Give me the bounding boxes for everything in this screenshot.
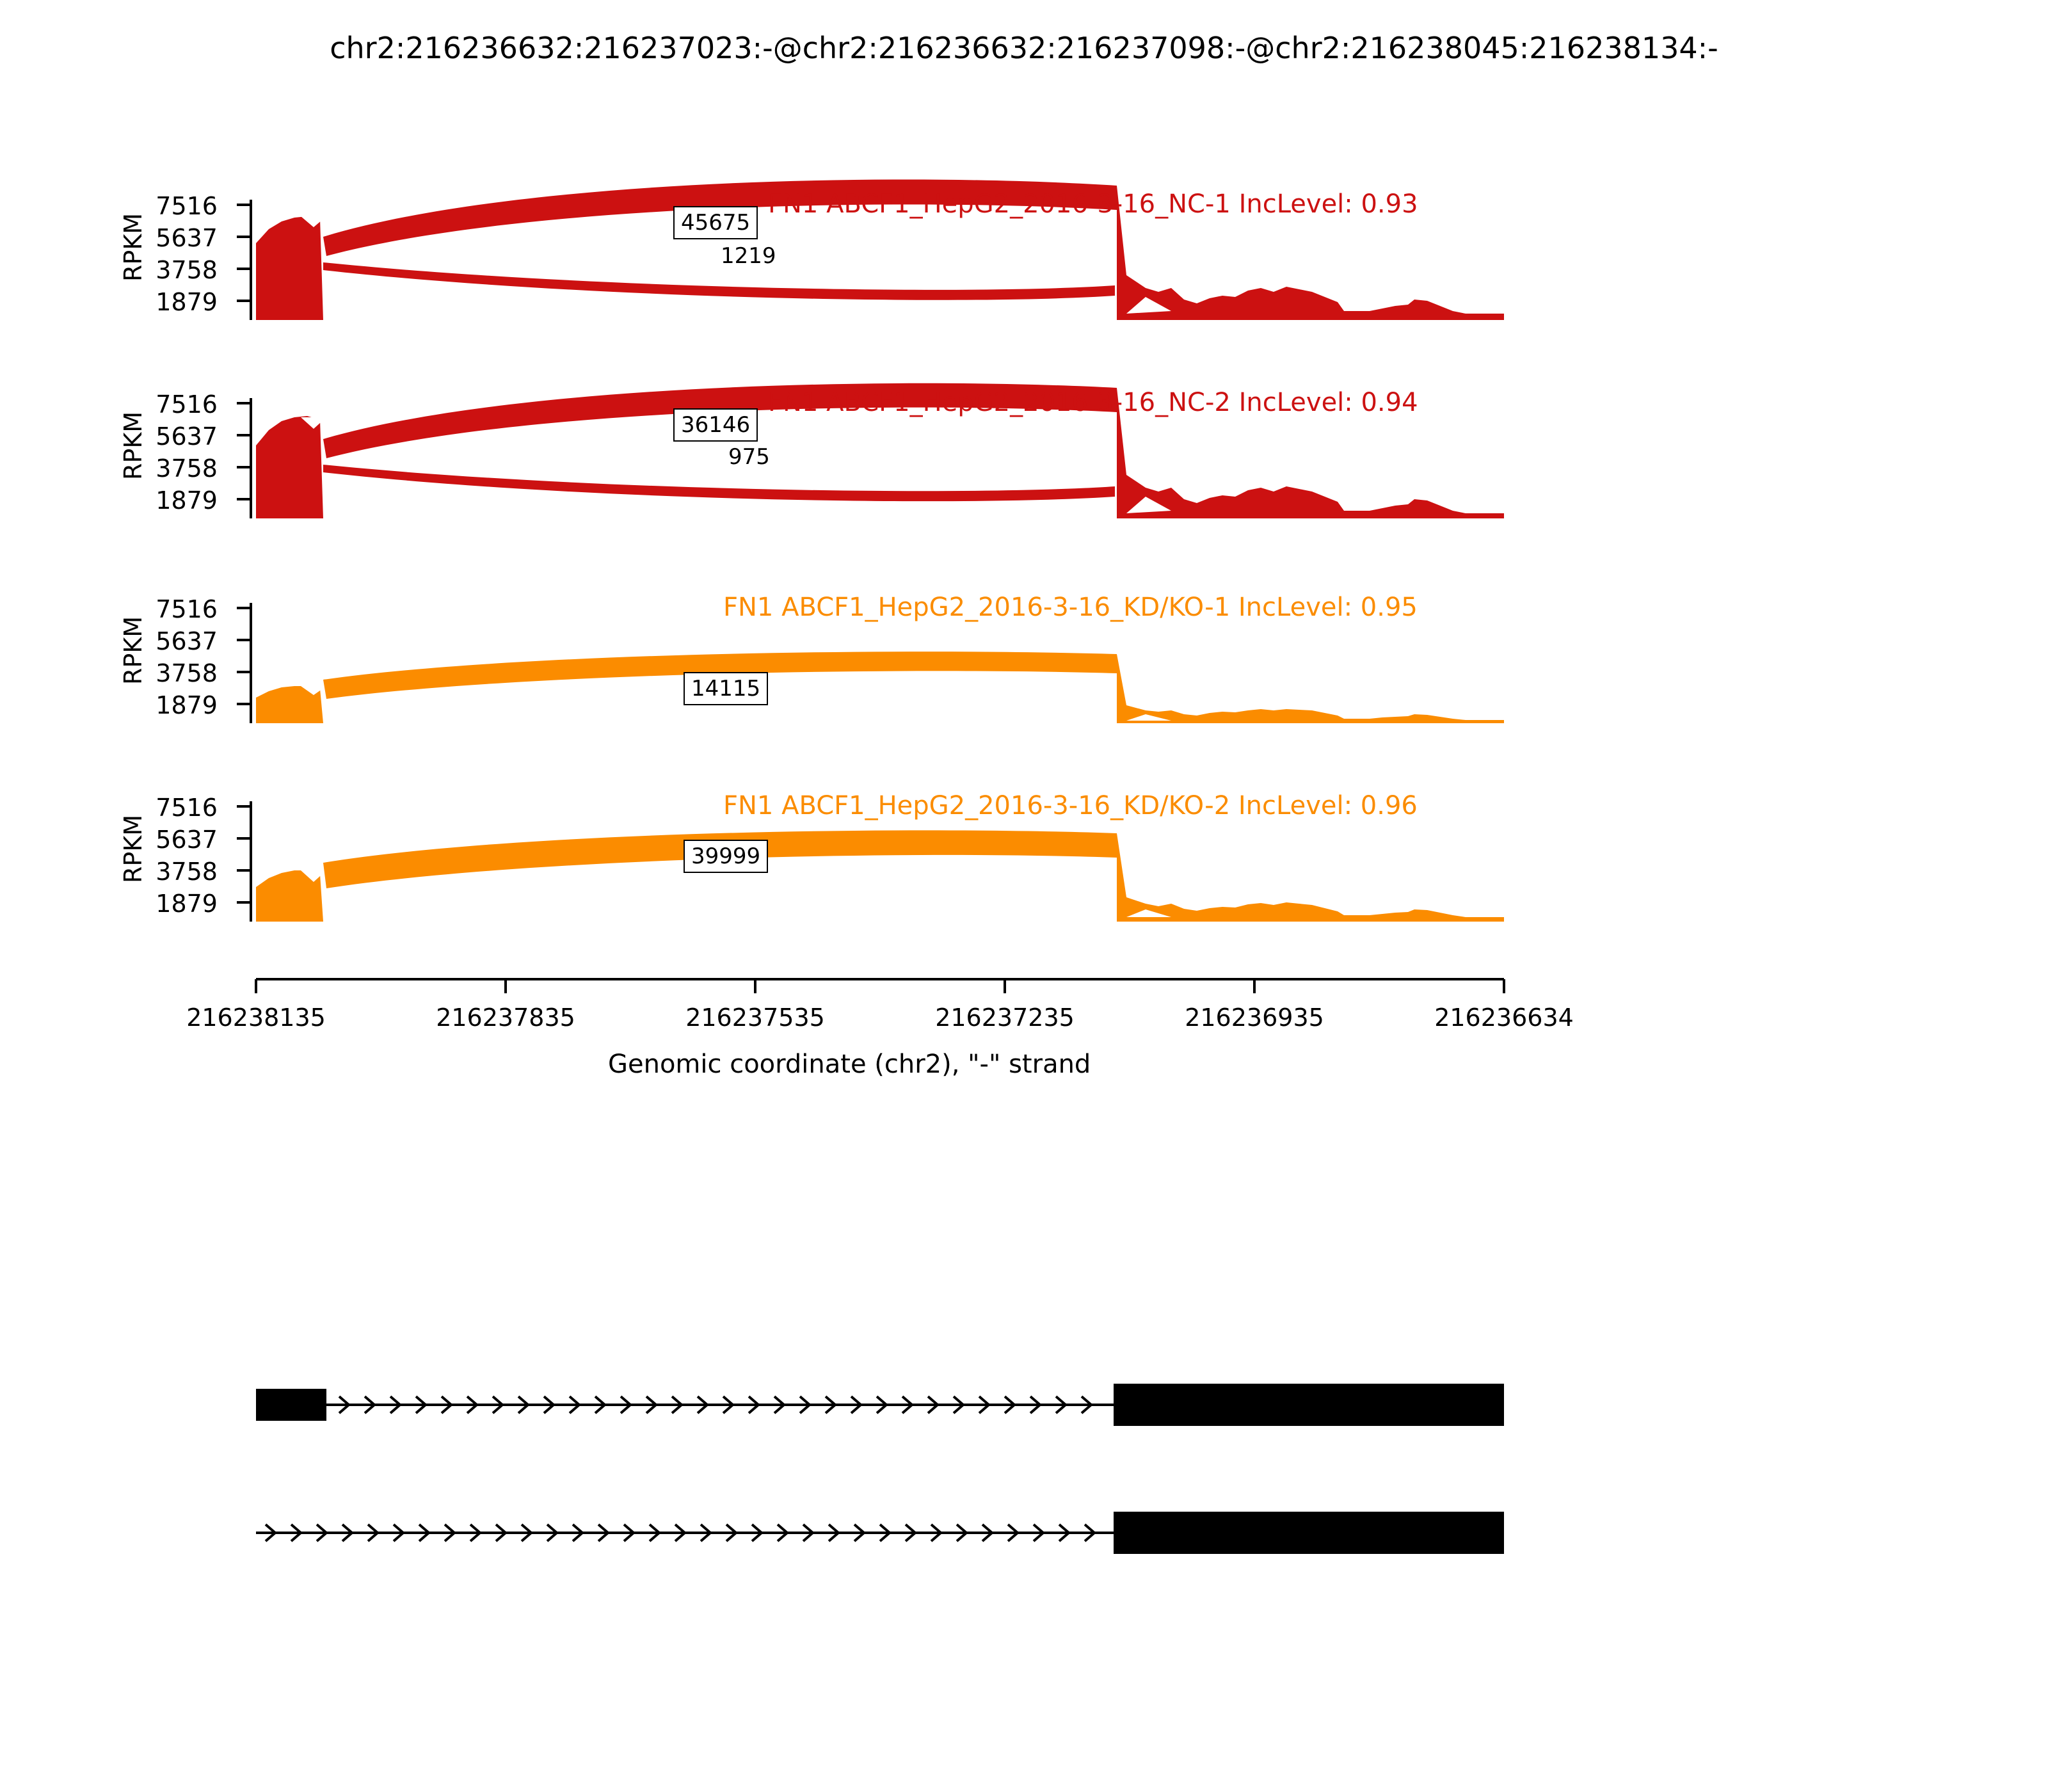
- panel-nc-1: [0, 160, 2048, 333]
- junction-count-975: 975: [724, 443, 774, 471]
- transcript-models: [0, 1363, 2048, 1619]
- junction-count-45675: 45675: [673, 206, 758, 239]
- y-axis-label: RPKM: [119, 616, 147, 685]
- y-tick-7516: 7516: [156, 794, 218, 822]
- y-tick-3758: 3758: [156, 454, 218, 483]
- y-tick-7516: 7516: [156, 595, 218, 623]
- x-axis: [0, 973, 2048, 1079]
- y-tick-5637: 5637: [156, 422, 218, 451]
- coverage-track-kd-1: [0, 563, 2048, 736]
- panel-kd-1: [0, 563, 2048, 736]
- x-tick-216237235: 216237235: [935, 1004, 1075, 1032]
- junction-count-14115: 14115: [684, 672, 768, 705]
- y-axis-label: RPKM: [119, 411, 147, 480]
- panel-nc-2: [0, 358, 2048, 531]
- junction-count-1219: 1219: [717, 242, 780, 270]
- coverage-track-nc-1: [0, 160, 2048, 333]
- x-tick-216237535: 216237535: [685, 1004, 825, 1032]
- y-tick-7516: 7516: [156, 390, 218, 419]
- junction-count-39999: 39999: [684, 840, 768, 873]
- panel-kd-2: [0, 762, 2048, 934]
- x-tick-216236634: 216236634: [1434, 1004, 1574, 1032]
- sample-label-kd-1: FN1 ABCF1_HepG2_2016-3-16_KD/KO-1 IncLevel: 0.95: [723, 593, 1418, 622]
- x-axis-title: Genomic coordinate (chr2), "-" strand: [608, 1050, 1091, 1079]
- y-tick-3758: 3758: [156, 858, 218, 886]
- coverage-track-nc-2: [0, 358, 2048, 531]
- sample-label-nc-1: FN1 ABCF1_HepG2_2016-3-16_NC-1 IncLevel: 0.93: [768, 189, 1418, 219]
- y-tick-1879: 1879: [156, 288, 218, 316]
- sample-label-nc-2: FN1 ABCF1_HepG2_2016-3-16_NC-2 IncLevel: 0.94: [768, 388, 1418, 417]
- y-tick-7516: 7516: [156, 192, 218, 220]
- y-axis-label: RPKM: [119, 212, 147, 282]
- y-tick-5637: 5637: [156, 224, 218, 252]
- y-tick-1879: 1879: [156, 890, 218, 918]
- y-tick-3758: 3758: [156, 659, 218, 687]
- x-tick-216237835: 216237835: [436, 1004, 575, 1032]
- coverage-track-kd-2: [0, 762, 2048, 934]
- transcript-isoform-inclusion: [0, 1363, 2048, 1619]
- y-tick-3758: 3758: [156, 256, 218, 284]
- y-tick-5637: 5637: [156, 826, 218, 854]
- junction-count-36146: 36146: [673, 408, 758, 442]
- y-tick-1879: 1879: [156, 486, 218, 515]
- y-tick-5637: 5637: [156, 627, 218, 655]
- x-tick-216236935: 216236935: [1185, 1004, 1324, 1032]
- y-tick-1879: 1879: [156, 691, 218, 719]
- page-title: chr2:216236632:216237023:-@chr2:216236632:216237098:-@chr2:216238045:216238134:-: [330, 31, 1718, 65]
- x-tick-216238135: 216238135: [186, 1004, 326, 1032]
- sample-label-kd-2: FN1 ABCF1_HepG2_2016-3-16_KD/KO-2 IncLevel: 0.96: [723, 791, 1418, 820]
- y-axis-label: RPKM: [119, 814, 147, 883]
